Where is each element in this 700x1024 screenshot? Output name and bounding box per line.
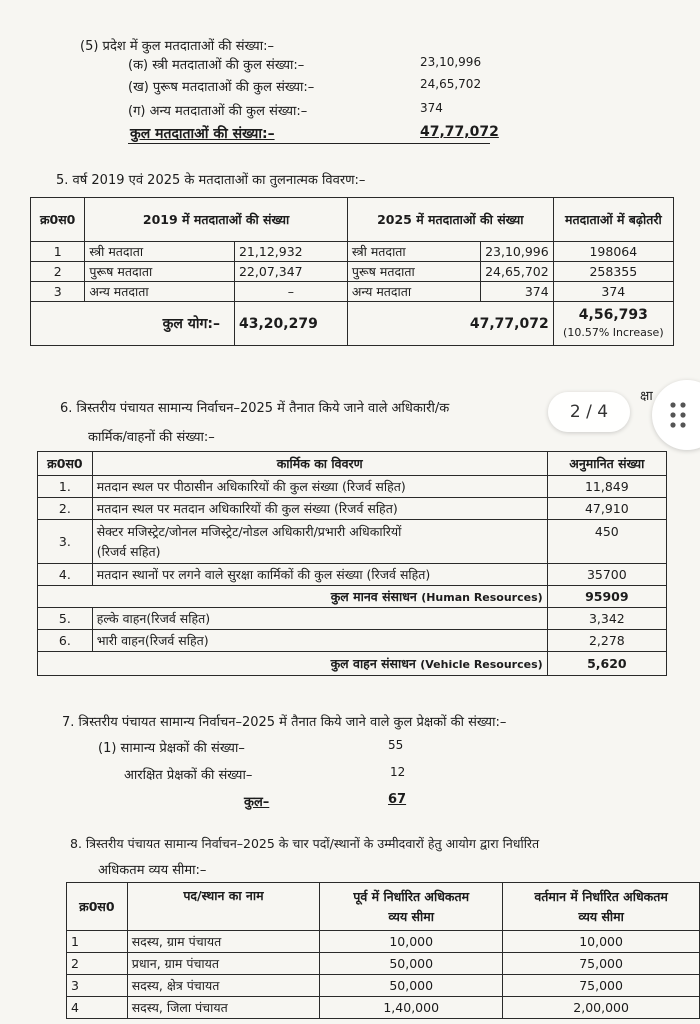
row-serial: 4 [67,997,128,1019]
row-serial: 2. [38,498,93,520]
total-2019: 43,20,279 [234,302,347,346]
row-post-name: सदस्य, जिला पंचायत [127,997,319,1019]
male-voters-label: (ख) पुरूष मतदाताओं की कुल संख्या:– [128,80,315,95]
vehicle-total-label-en: (Vehicle Resources) [420,658,543,671]
section-5a-heading: (5) प्रदेश में कुल मतदाताओं की संख्या:– [80,39,274,54]
comparison-table [30,197,674,346]
total-2025: 47,77,072 [347,302,553,346]
row-value-2025: 23,10,996 [481,242,554,262]
row-description: मतदान स्थल पर पीठासीन अधिकारियों की कुल संख्या (रिजर्व सहित) [92,476,547,498]
section-6-heading-line1: 6. त्रिस्तरीय पंचायत सामान्य निर्वाचन–2025 में तैनात किये जाने वाले अधिकारी/क [60,401,450,416]
row-previous-limit: 50,000 [320,975,503,997]
hr-total-value: 95909 [547,586,666,608]
hr-total-label-cell [38,586,548,608]
other-voters-label: (ग) अन्य मतदाताओं की कुल संख्या:– [128,104,308,119]
vehicle-total-value: 5,620 [547,652,666,676]
vehicle-total-label-cell [38,652,548,676]
table-row [38,564,667,586]
table-row [67,975,700,997]
observers-total-value: 67 [388,792,407,807]
comparison-header-row [31,198,674,242]
row-post-name: सदस्य, क्षेत्र पंचायत [127,975,319,997]
col-current-limit [503,883,700,931]
row-current-limit: 2,00,000 [503,997,700,1019]
col-serial: क्र0स0 [38,452,93,476]
section-6-heading-line2: कार्मिक/वाहनों की संख्या:– [88,430,215,445]
table-row [38,608,667,630]
row-value-2019: 21,12,932 [234,242,347,262]
total-voters-label: कुल मतदाताओं की संख्या:– [130,126,275,142]
total-increase: 4,56,793 [578,306,648,323]
total-increase-note: (10.57% Increase) [563,325,664,339]
row-post-name: प्रधान, ग्राम पंचायत [127,953,319,975]
general-observers-label: (1) सामान्य प्रेक्षकों की संख्या– [98,741,245,756]
male-voters-value: 24,65,702 [420,77,482,91]
row-current-limit: 10,000 [503,931,700,953]
row-serial: 2 [67,953,128,975]
table-row [38,520,667,564]
row-label-2019: पुरूष मतदाता [85,262,235,282]
row-serial: 3 [31,282,85,302]
reserved-observers-label: आरक्षित प्रेक्षकों की संख्या– [124,768,253,783]
total-label: कुल योग:– [31,302,235,346]
row-description: हल्के वाहन(रिजर्व सहित) [92,608,547,630]
comparison-total-row [31,302,674,346]
row-description-line1: सेक्टर मजिस्ट्रेट/जोनल मजिस्ट्रेट/नोडल अधिकारी/प्रभारी अधिकारियों [96,523,402,539]
row-serial: 3 [67,975,128,997]
personnel-header-row [38,452,667,476]
reserved-observers-value: 12 [390,765,406,779]
row-previous-limit: 50,000 [320,953,503,975]
table-row [67,953,700,975]
row-description: मतदान स्थल पर मतदान अधिकारियों की कुल संख्या (रिजर्व सहित) [92,498,547,520]
row-current-limit: 75,000 [503,975,700,997]
expense-limit-table [66,882,700,1019]
section-7-heading: 7. त्रिस्तरीय पंचायत सामान्य निर्वाचन–2025 में तैनात किये जाने वाले कुल प्रेक्षकों की संख्या:– [62,715,507,730]
row-value: 11,849 [547,476,666,498]
row-serial: 1 [67,931,128,953]
row-value: 450 [547,520,666,564]
row-serial: 3. [38,520,93,564]
col-2025: 2025 में मतदाताओं की संख्या [347,198,553,242]
hr-total-label: कुल मानव संसाधन [330,589,417,604]
row-serial: 2 [31,262,85,282]
vehicle-total-row [38,652,667,676]
table-row [31,282,674,302]
page-indicator[interactable]: 2 / 4 [548,392,630,432]
total-voters-value: 47,77,072 [420,124,499,140]
table-row [38,498,667,520]
col-previous-limit [320,883,503,931]
total-underline [128,143,490,144]
row-description: भारी वाहन(रिजर्व सहित) [92,630,547,652]
table-row [38,476,667,498]
female-voters-value: 23,10,996 [420,55,482,69]
personnel-table [37,451,667,676]
row-serial: 1. [38,476,93,498]
row-value: 3,342 [547,608,666,630]
row-description-line2: (रिजर्व सहित) [96,543,161,559]
vehicle-total-label: कुल वाहन संसाधन [330,656,416,671]
row-current-limit: 75,000 [503,953,700,975]
col-previous-limit-line1: पूर्व में निर्धारित अधिकतम [353,888,470,904]
col-description: कार्मिक का विवरण [92,452,547,476]
row-label-2025: स्त्री मतदाता [347,242,480,262]
row-serial: 1 [31,242,85,262]
row-value: 47,910 [547,498,666,520]
expense-header-row [67,883,700,931]
table-row [67,997,700,1019]
section-8-heading-line1: 8. त्रिस्तरीय पंचायत सामान्य निर्वाचन–2025 के चार पदों/स्थानों के उम्मीदवारों हेतु आयोग द्वारा निर्धारित [70,836,540,851]
observers-total-label: कुल– [244,795,270,810]
row-serial: 4. [38,564,93,586]
row-value: 2,278 [547,630,666,652]
grid-dots-icon [670,402,686,428]
row-value: 35700 [547,564,666,586]
col-current-limit-line1: वर्तमान में निर्धारित अधिकतम [534,888,668,904]
col-estimate: अनुमानित संख्या [547,452,666,476]
row-value-2019: 22,07,347 [234,262,347,282]
col-current-limit-line2: व्यय सीमा [578,908,624,924]
table-row [67,931,700,953]
general-observers-value: 55 [388,738,404,752]
table-row [31,242,674,262]
row-value-2025: 374 [481,282,554,302]
hr-total-row [38,586,667,608]
section-6-heading-line1-end: क्षा [640,389,653,404]
other-voters-value: 374 [420,101,443,115]
section-5-heading: 5. वर्ष 2019 एवं 2025 के मतदाताओं का तुलनात्मक विवरण:– [56,173,366,188]
row-post-name: सदस्य, ग्राम पंचायत [127,931,319,953]
row-label-2025: पुरूष मतदाता [347,262,480,282]
row-label-2019: स्त्री मतदाता [85,242,235,262]
table-row [38,630,667,652]
col-increase: मतदाताओं में बढ़ोतरी [553,198,673,242]
col-post-name: पद/स्थान का नाम [127,883,319,931]
row-increase: 258355 [553,262,673,282]
col-serial: क्र0स0 [67,883,128,931]
col-serial: क्र0स0 [31,198,85,242]
col-2019: 2019 में मतदाताओं की संख्या [85,198,348,242]
total-increase-cell [553,302,673,346]
row-increase: 198064 [553,242,673,262]
table-row [31,262,674,282]
grid-menu-button[interactable] [652,380,700,450]
hr-total-label-en: (Human Resources) [421,591,543,604]
section-8-heading-line2: अधिकतम व्यय सीमा:– [98,863,207,878]
row-previous-limit: 1,40,000 [320,997,503,1019]
row-description [92,520,547,564]
col-previous-limit-line2: व्यय सीमा [388,908,434,924]
row-value-2019: – [234,282,347,302]
row-label-2025: अन्य मतदाता [347,282,480,302]
row-serial: 5. [38,608,93,630]
row-description: मतदान स्थानों पर लगने वाले सुरक्षा कार्मिकों की कुल संख्या (रिजर्व सहित) [92,564,547,586]
row-value-2025: 24,65,702 [481,262,554,282]
row-serial: 6. [38,630,93,652]
row-increase: 374 [553,282,673,302]
female-voters-label: (क) स्त्री मतदाताओं की कुल संख्या:– [128,58,305,73]
row-label-2019: अन्य मतदाता [85,282,235,302]
row-previous-limit: 10,000 [320,931,503,953]
